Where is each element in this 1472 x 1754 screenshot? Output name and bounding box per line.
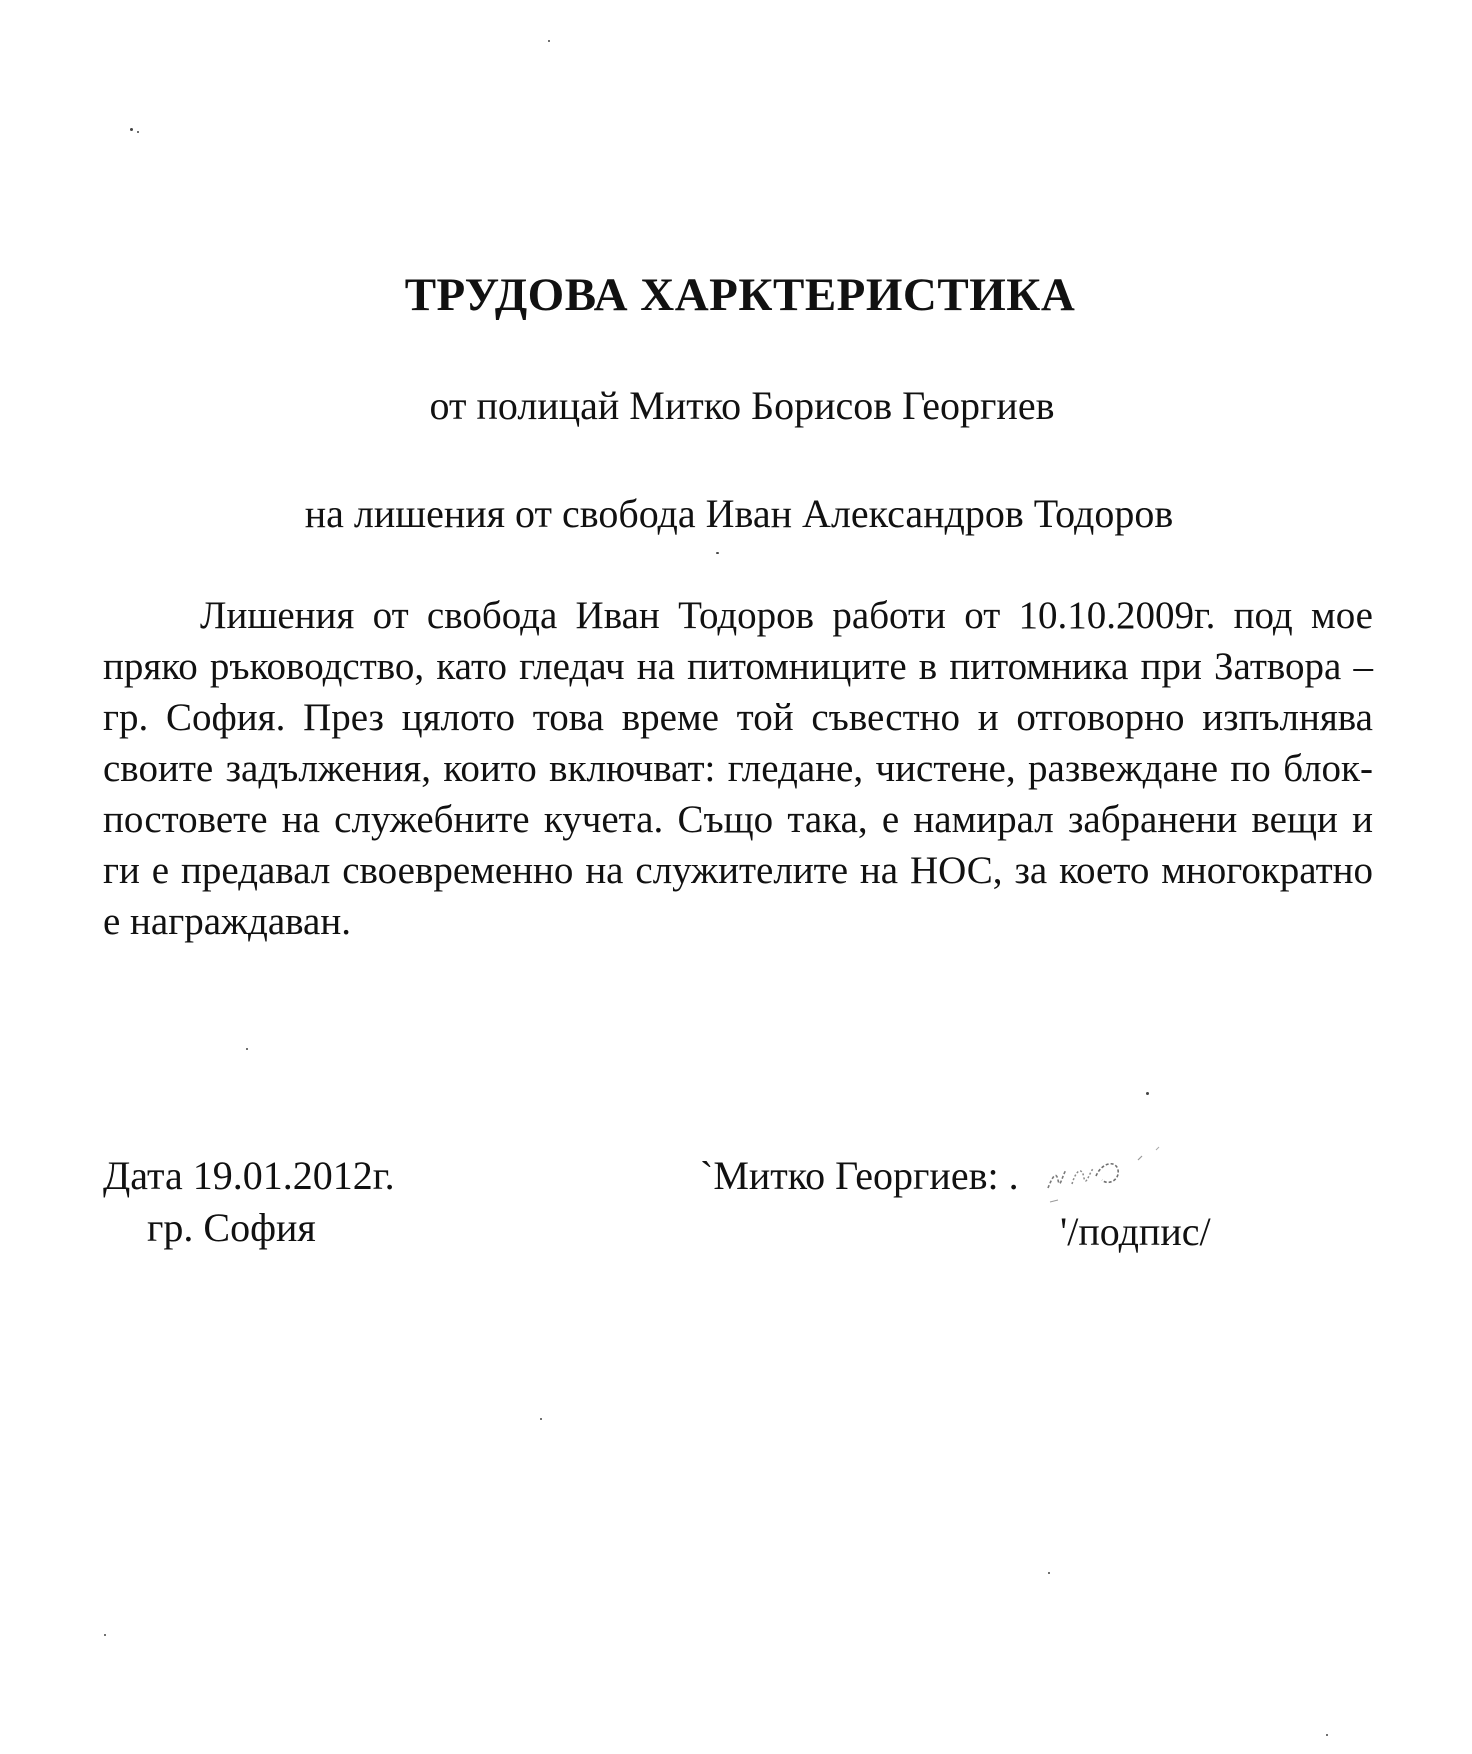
scan-speck [1326, 1734, 1328, 1736]
signature-caption: '/подпис/ [1060, 1209, 1211, 1254]
date-line: Дата 19.01.2012г. [103, 1153, 395, 1198]
scan-speck [104, 1634, 106, 1636]
subject-line: на лишения от свобода Иван Александров Тодоров [304, 491, 1174, 536]
handwritten-signature [1038, 1140, 1198, 1210]
scan-speck [137, 131, 139, 133]
from-line: от полицай Митко Борисов Георгиев [429, 383, 1055, 428]
scan-speck [548, 40, 550, 42]
scan-speck [1146, 1092, 1149, 1095]
document-title: ТРУДОВА ХАРКТЕРИСТИКА [404, 269, 1076, 321]
body-paragraph: Лишения от свобода Иван Тодоров работи от 10.10.2009г. под мое пряко ръководство, като гледач на питомниците в питомника при Затвора – гр. София. През цялото това време той съвестно и отговорно изпълнява своите задължения, които включват: гледане, чистене, развеждане по блок-постовете на служебните кучета. Също така, е намирал забранени вещи и ги е предавал своевременно на служителите на НОС, за което многократно е награждаван. [103, 594, 1373, 943]
scan-speck [130, 128, 133, 131]
scan-speck [540, 1418, 542, 1420]
scan-speck [246, 1048, 248, 1050]
signer-name: `Митко Георгиев: . [700, 1153, 1019, 1198]
city-line: гр. София [147, 1205, 316, 1250]
scan-speck [1048, 1572, 1050, 1574]
scan-speck [716, 552, 719, 554]
